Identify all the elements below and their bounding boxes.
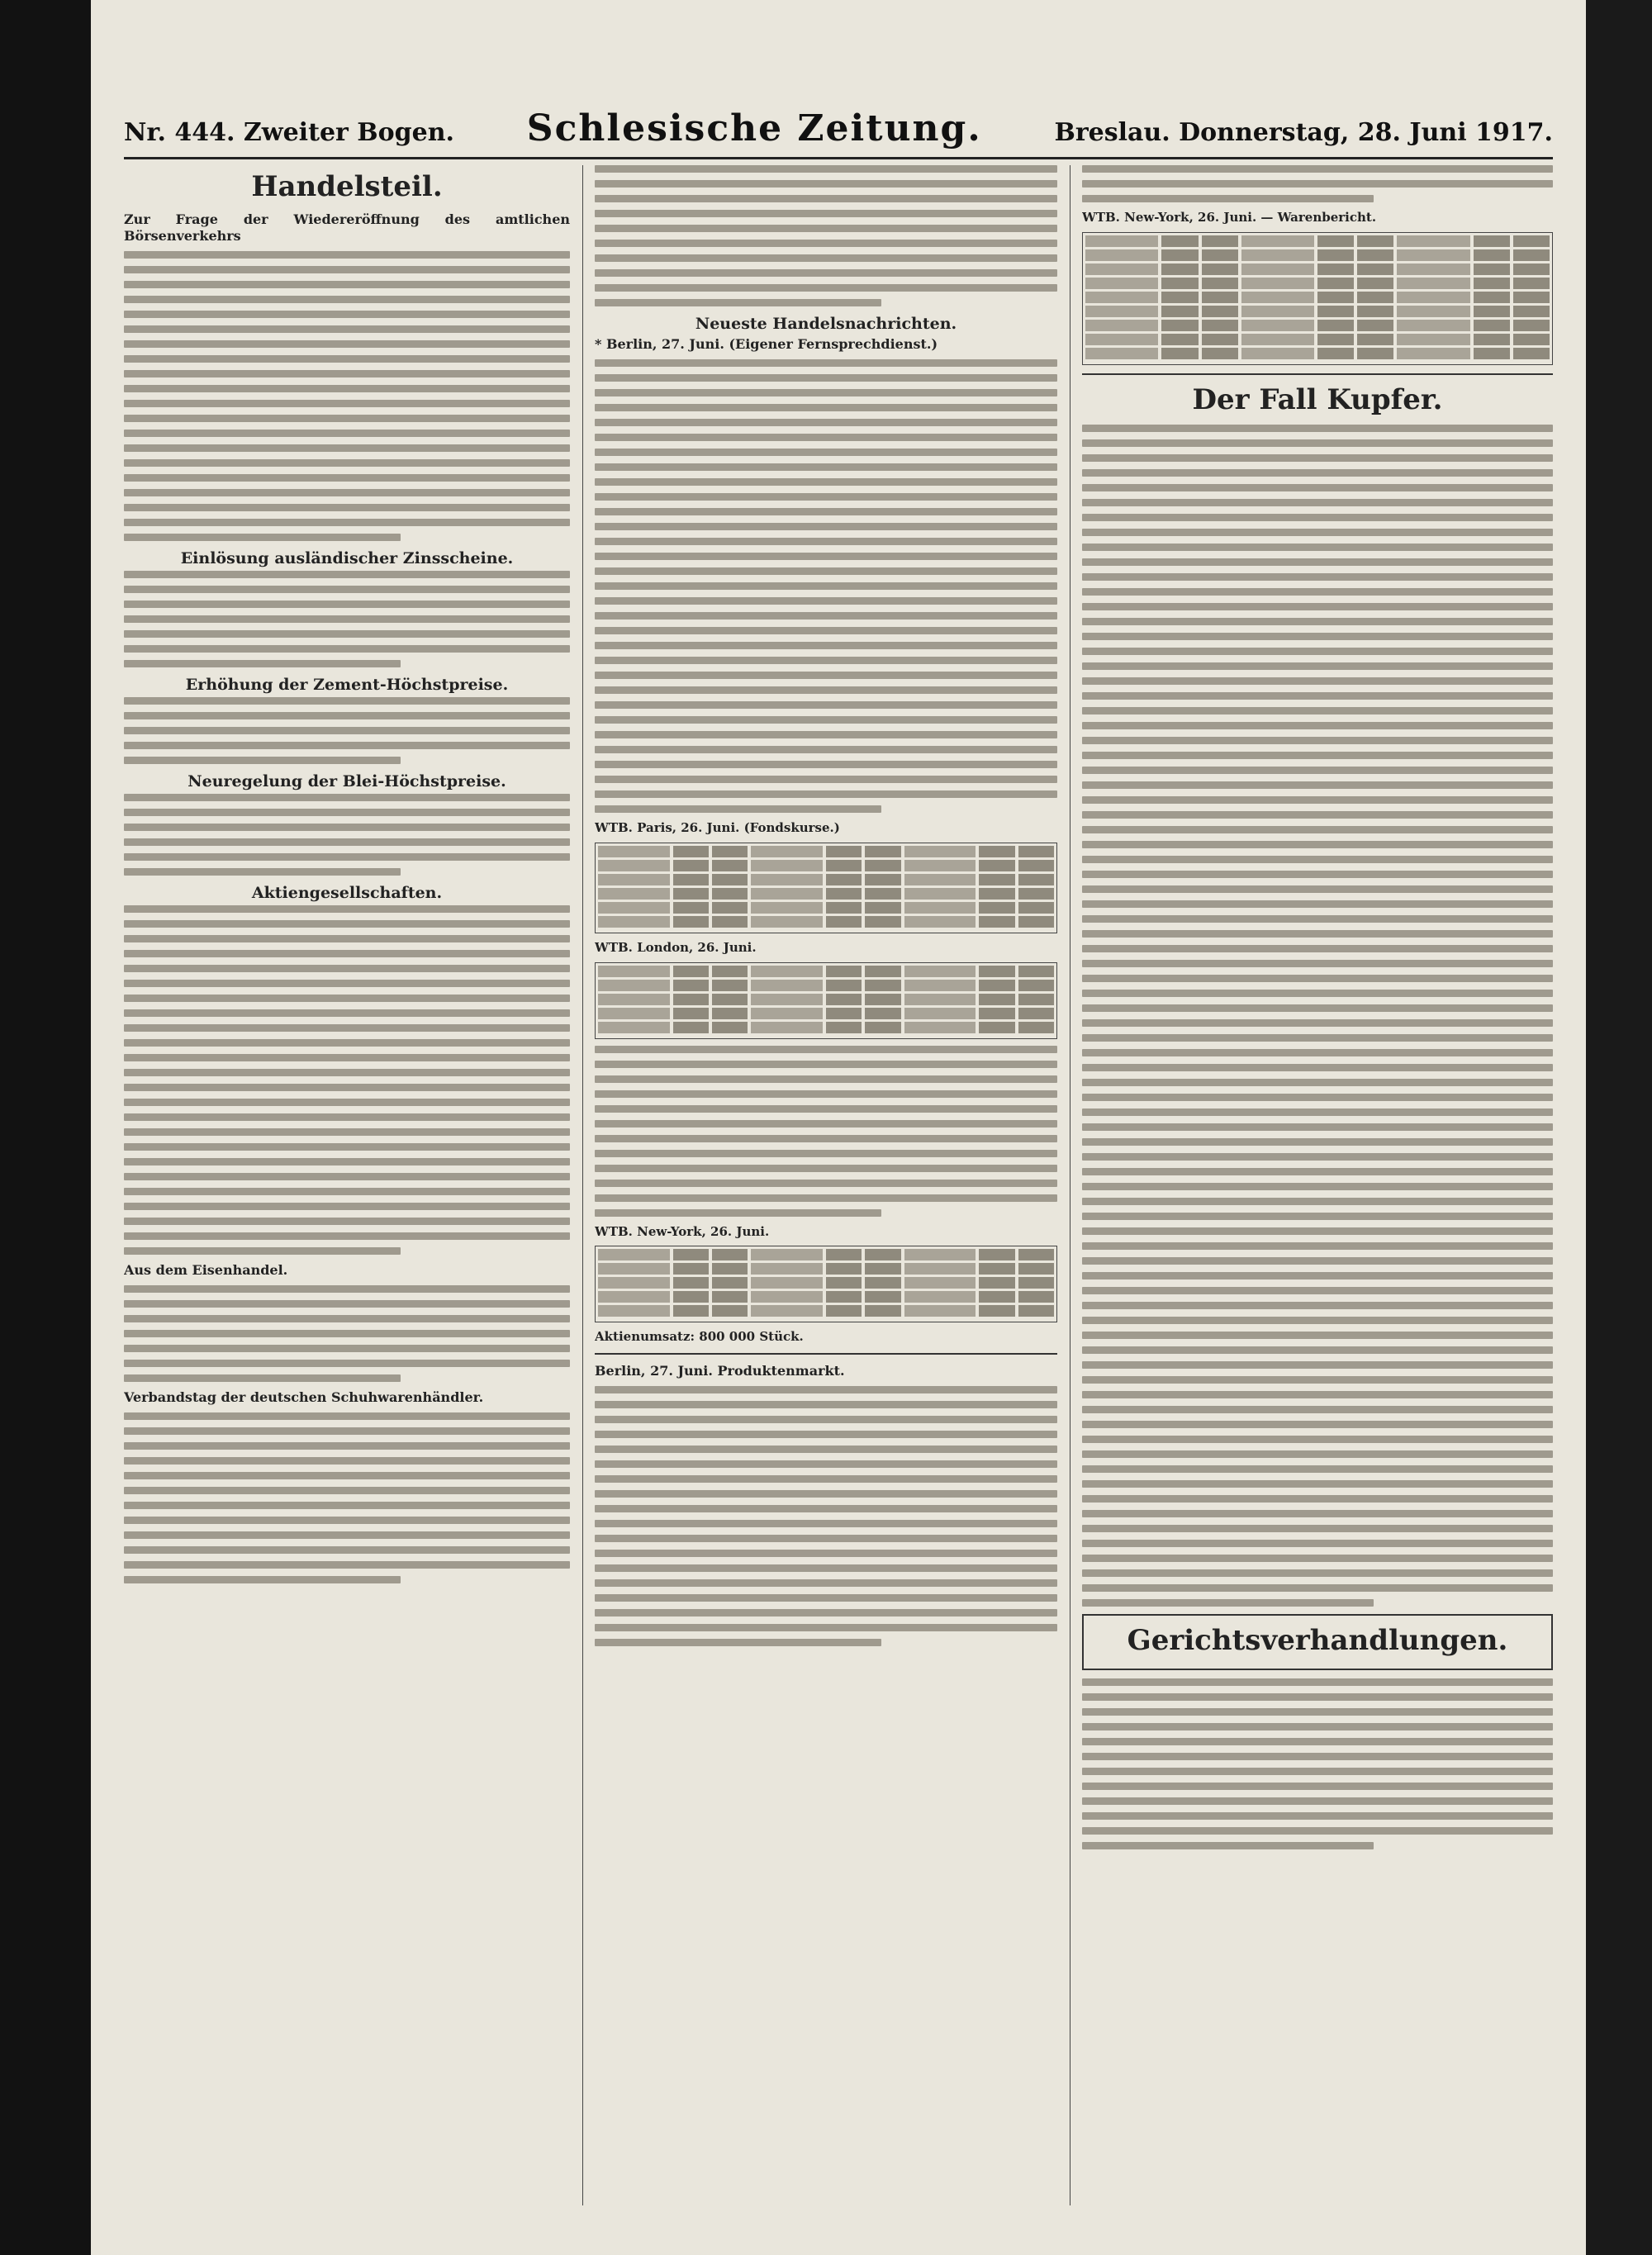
article-body [124, 697, 570, 764]
commodity-table [1082, 232, 1553, 365]
price-table [595, 1246, 1057, 1322]
article-title: Aktiengesellschaften. [251, 884, 443, 902]
section-divider [595, 1353, 1057, 1355]
table-caption: WTB. London, 26. Juni. [595, 939, 757, 955]
article-body [124, 1412, 570, 1583]
dateline: Berlin, 27. Juni. Produktenmarkt. [595, 1363, 845, 1379]
section-box [1082, 1614, 1553, 1670]
article-title: Neueste Handelsnachrichten. [695, 315, 957, 333]
table-caption: WTB. Paris, 26. Juni. (Fondskurse.) [595, 820, 840, 835]
dateline: * Berlin, 27. Juni. (Eigener Fernsprechdienst.) [595, 336, 938, 352]
price-table [595, 962, 1057, 1039]
newspaper-title: Schlesische Zeitung. [526, 107, 982, 150]
dateline: Breslau. Donnerstag, 28. Juni 1917. [1054, 118, 1553, 147]
price-table [595, 843, 1057, 933]
masthead [124, 107, 1553, 159]
section-heading: Handelsteil. [251, 170, 443, 203]
column-features [1082, 165, 1553, 2222]
column-rule [582, 165, 583, 2205]
article-body [124, 1285, 570, 1382]
article-body [124, 571, 570, 667]
binding-edge [0, 0, 91, 2255]
article-title: Einlösung ausländischer Zinsscheine. [180, 549, 514, 567]
article-title: Der Fall Kupfer. [1192, 382, 1443, 416]
article-body [595, 165, 1057, 306]
article-body [1082, 165, 1553, 202]
article-title: Aus dem Eisenhandel. [124, 1262, 288, 1278]
article-body [1082, 1678, 1553, 1849]
article-body [124, 794, 570, 876]
article-body [595, 1046, 1057, 1217]
article-title: Zur Frage der Wiedereröffnung des amtlichen Börsenverkehrs [124, 211, 570, 244]
newspaper-page [91, 0, 1586, 2255]
section-divider [1082, 373, 1553, 375]
table-caption: WTB. New-York, 26. Juni. — Warenbericht. [1082, 210, 1377, 225]
article-body [124, 251, 570, 541]
table-caption: WTB. New-York, 26. Juni. [595, 1223, 770, 1239]
article-title: Gerichtsverhandlungen. [1127, 1623, 1508, 1657]
article-title: Erhöhung der Zement-Höchstpreise. [185, 676, 509, 694]
article-body [1082, 425, 1553, 1607]
article-body [595, 1386, 1057, 1646]
issue-number: Nr. 444. Zweiter Bogen. [124, 118, 454, 147]
article-body [124, 905, 570, 1255]
column-commerce [124, 165, 570, 2222]
article-body [595, 359, 1057, 813]
article-title: Neuregelung der Blei-Höchstpreise. [188, 772, 506, 790]
column-news [595, 165, 1057, 2222]
table-footnote: Aktienumsatz: 800 000 Stück. [595, 1329, 804, 1345]
article-title: Verbandstag der deutschen Schuhwarenhändler. [124, 1389, 484, 1405]
